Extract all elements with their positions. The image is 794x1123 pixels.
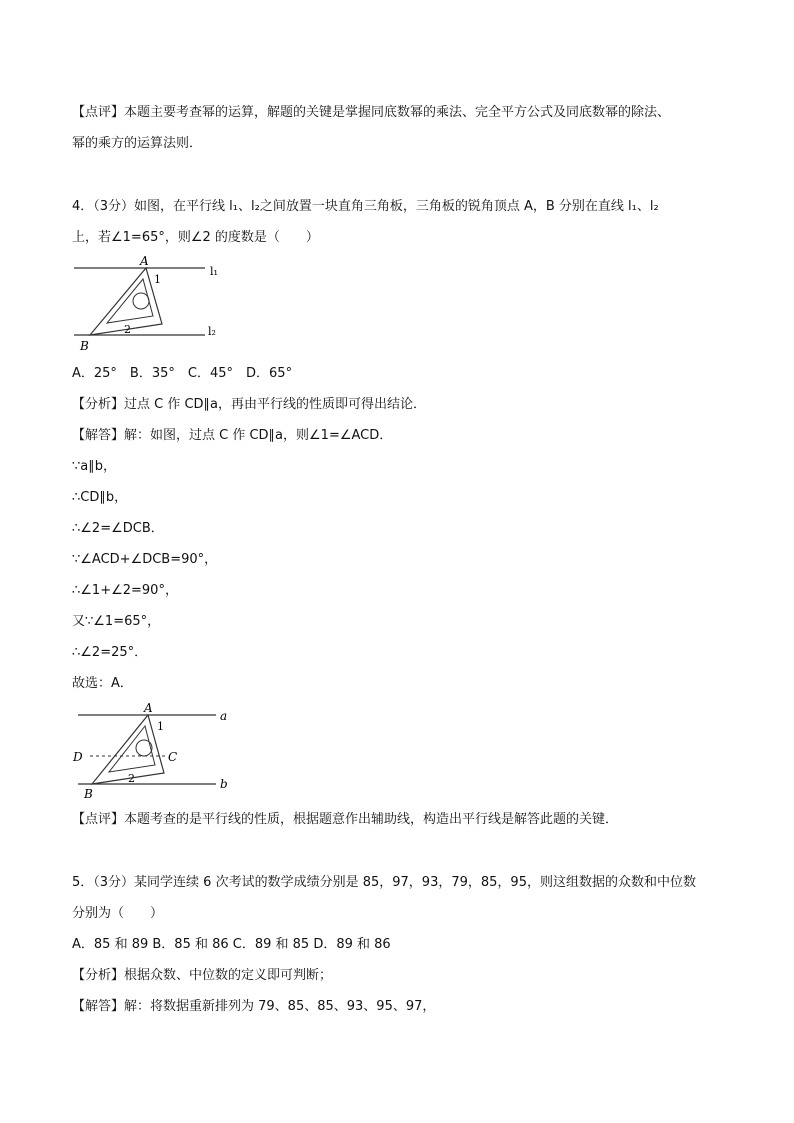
q4-solution-line-4: ∴∠2=∠DCB．	[72, 521, 164, 536]
q5-solution-line-1: 【解答】解：将数据重新排列为 79、85、85、93、95、97，	[72, 999, 436, 1014]
q4-stem-line-2: 上，若∠1=65°，则∠2 的度数是（ ）	[72, 230, 319, 245]
label-angle-2: 2	[128, 772, 135, 785]
label-B: B	[80, 339, 89, 353]
q5-analysis: 【分析】根据众数、中位数的定义即可判断；	[72, 968, 333, 983]
triangle-hole	[133, 293, 149, 309]
triangle-inner	[109, 726, 155, 772]
q4-solution-line-6: ∴∠1+∠2=90°，	[72, 583, 178, 598]
label-angle-1: 1	[154, 273, 161, 286]
q4-analysis: 【分析】过点 C 作 CD∥a，再由平行线的性质即可得出结论．	[72, 397, 427, 412]
label-b: b	[220, 777, 228, 791]
q4-solution-line-8: ∴∠2=25°．	[72, 645, 148, 660]
q4-figure-1	[68, 255, 228, 355]
label-angle-2: 2	[124, 323, 131, 336]
q5-stem-line-2: 分别为（ ）	[72, 906, 164, 921]
q4-stem-line-1: 4．（3分）如图，在平行线 l₁、l₂之间放置一块直角三角板，三角板的锐角顶点 A，B 分别在直线 l₁、l₂	[72, 199, 659, 214]
triangle-hole	[136, 740, 152, 756]
label-angle-1: 1	[157, 720, 164, 733]
label-A: A	[144, 701, 153, 715]
label-l1: l₁	[210, 265, 218, 278]
q4-solution-line-9: 故选：A．	[72, 676, 133, 691]
label-A: A	[140, 255, 149, 268]
q4-solution-line-1: 【解答】解：如图，过点 C 作 CD∥a，则∠1=∠ACD．	[72, 428, 393, 443]
q5-stem-line-1: 5．（3分）某同学连续 6 次考试的数学成绩分别是 85，97，93，79，85，95，则这组数据的众数和中位数	[72, 875, 696, 890]
label-B: B	[84, 787, 93, 800]
label-C: C	[168, 750, 178, 764]
q5-options: A．85 和 89 B．85 和 86 C．89 和 85 D．89 和 86	[72, 937, 391, 952]
q3-comment-line-2: 幂的乘方的运算法则．	[72, 136, 203, 151]
label-D: D	[73, 750, 83, 764]
q4-comment: 【点评】本题考查的是平行线的性质，根据题意作出辅助线，构造出平行线是解答此题的关键．	[72, 812, 619, 827]
q4-figure-2	[68, 700, 238, 800]
label-l2: l₂	[208, 325, 216, 338]
q3-comment-line-1: 【点评】本题主要考查幂的运算，解题的关键是掌握同底数幂的乘法、完全平方公式及同底数幂的除法、	[72, 105, 671, 120]
q4-solution-line-2: ∵a∥b，	[72, 459, 116, 474]
q4-options: A．25° B．35° C．45° D．65°	[72, 366, 293, 381]
q4-solution-line-5: ∵∠ACD+∠DCB=90°，	[72, 552, 218, 567]
label-a: a	[220, 709, 228, 723]
q4-solution-line-7: 又∵∠1=65°，	[72, 614, 161, 629]
q4-solution-line-3: ∴CD∥b，	[72, 490, 128, 505]
triangle-inner	[107, 279, 153, 323]
